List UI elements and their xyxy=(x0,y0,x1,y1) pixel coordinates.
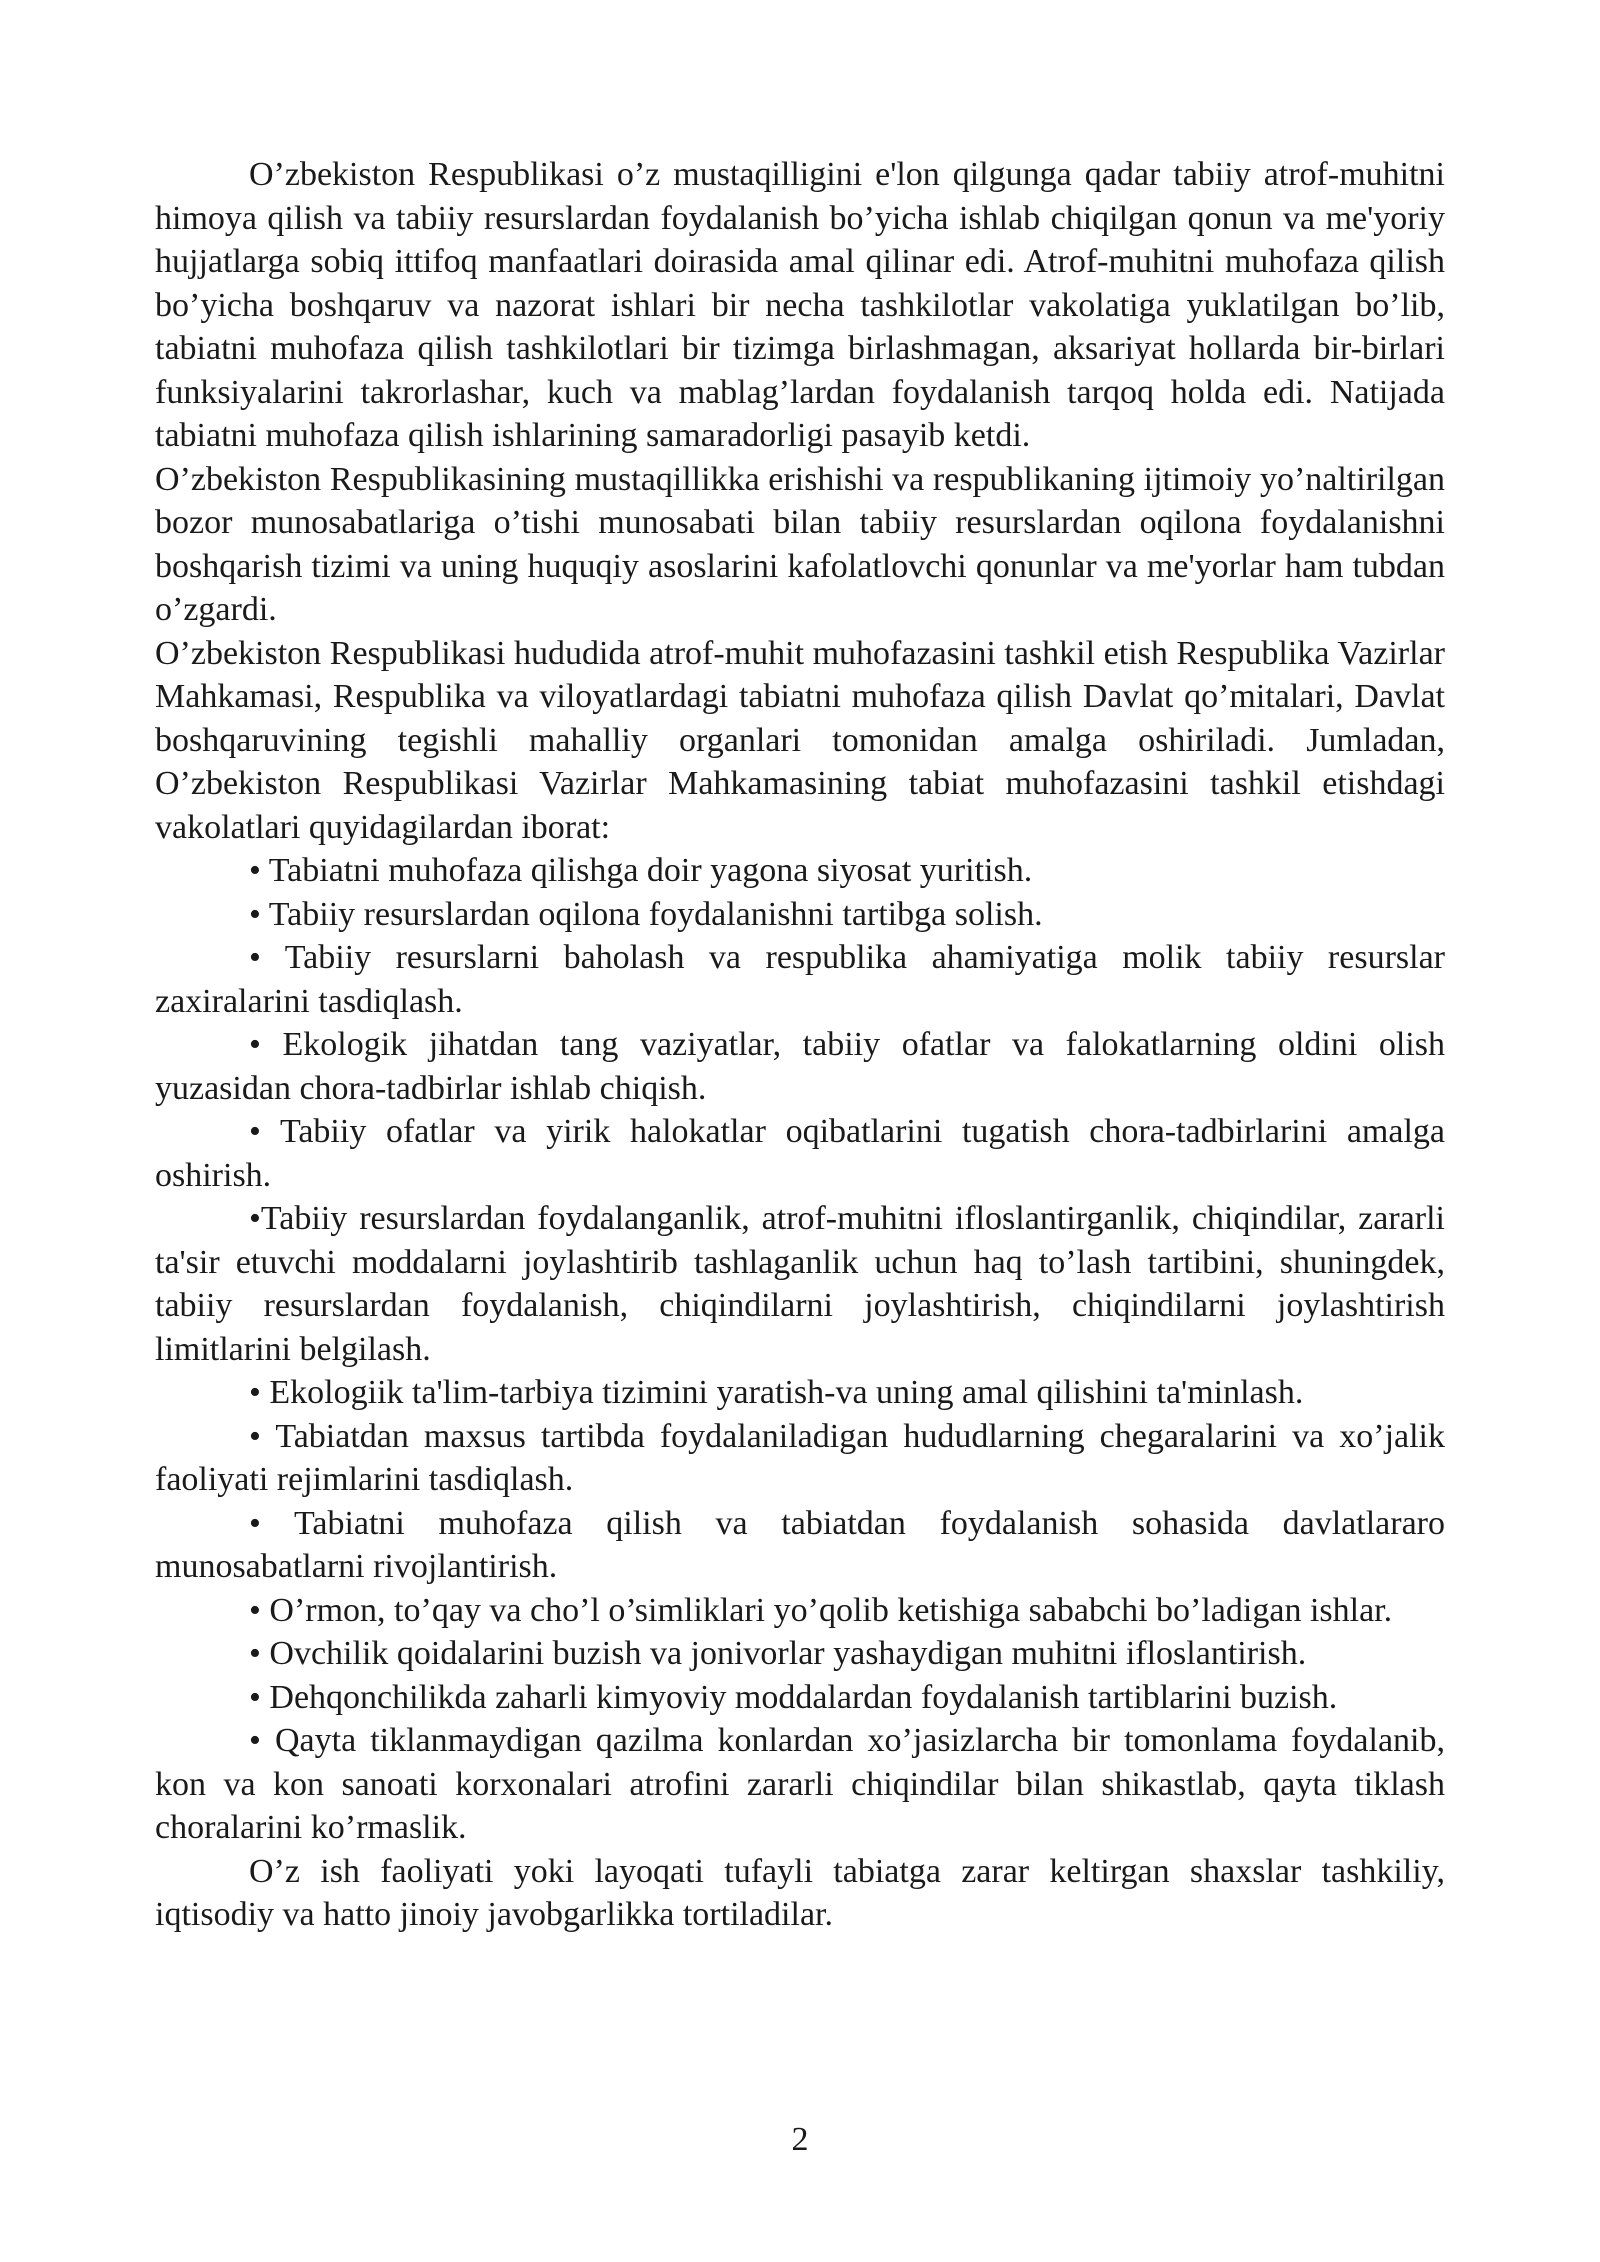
list-item: • Tabiiy ofatlar va yirik halokatlar oqibatlarini tugatish chora-tadbirlarini amalga oshirish. xyxy=(155,1113,1445,1194)
list-item: •Tabiiy resurslardan foydalanganlik, atrof-muhitni ifloslantirganlik, chiqindilar, zararli ta'sir etuvchi moddalarni joylashtirib tashlaganlik uchun haq to’lash tartibini, shuningdek, tabiiy resurslardan foydalanish, chiqindilarni joylashtirish, chiqindilarni joylashtirish limitlarini belgilash. xyxy=(155,1200,1445,1368)
document-body xyxy=(155,153,1445,1937)
list-item: • Tabiatdan maxsus tartibda foydalaniladigan hududlarning chegaralarini va xo’jalik faoliyati rejimlarini tasdiqlash. xyxy=(155,1417,1445,1498)
page-number: 2 xyxy=(791,2121,809,2158)
list-item: • Ekologik jihatdan tang vaziyatlar, tabiiy ofatlar va falokatlarning oldini olish yuzasidan chora-tadbirlar ishlab chiqish. xyxy=(155,1026,1445,1107)
list-item: • Tabiatni muhofaza qilish va tabiatdan foydalanish sohasida davlatlararo munosabatlarni rivojlantirish. xyxy=(155,1504,1445,1585)
list-item: • Tabiiy resurslarni baholash va respublika ahamiyatiga molik tabiiy resurslar zaxiralarini tasdiqlash. xyxy=(155,939,1445,1020)
list-item: • Ovchilik qoidalarini buzish va jonivorlar yashaydigan muhitni ifloslantirish. xyxy=(249,1635,1307,1672)
paragraph: O’zbekiston Respublikasi hududida atrof-muhit muhofazasini tashkil etish Respublika Vazirlar Mahkamasi, Respublika va viloyatlardagi tabiatni muhofaza qilish Davlat qo’mitalari, Davlat boshqaruvining tegishli mahalliy organlari tomonidan amalga oshiriladi. Jumladan, O’zbekiston Respublikasi Vazirlar Mahkamasining tabiat muhofazasini tashkil etishdagi vakolatlari quyidagilardan iborat: xyxy=(155,634,1445,846)
list-item: • O’rmon, to’qay va cho’l o’simliklari yo’qolib ketishiga sababchi bo’ladigan ishlar. xyxy=(249,1591,1393,1629)
list-item: • Tabiiy resurslardan oqilona foydalanishni tartibga solish. xyxy=(249,895,1043,933)
list-item: • Dehqonchilikda zaharli kimyoviy moddalardan foydalanish tartiblarini buzish. xyxy=(249,1678,1338,1716)
list-item: • Ekologiik ta'lim-tarbiya tizimini yaratish-va uning amal qilishini ta'minlash. xyxy=(249,1374,1304,1411)
closing-paragraph: O’z ish faoliyati yoki layoqati tufayli tabiatga zarar keltirgan shaxslar tashkiliy, iqtisodiy va hatto jinoiy javobgarlikka tortiladilar. xyxy=(155,1852,1445,1933)
list-item: • Qayta tiklanmaydigan qazilma konlardan xo’jasizlarcha bir tomonlama foydalanib, kon va kon sanoati korxonalari atrofini zararli chiqindilar bilan shikastlab, qayta tiklash choralarini ko’rmaslik. xyxy=(155,1722,1445,1846)
paragraph: O’zbekiston Respublikasining mustaqillikka erishishi va respublikaning ijtimoiy yo’naltirilgan bozor munosabatlariga o’tishi munosabati bilan tabiiy resurslardan oqilona foydalanishni boshqarish tizimi va uning huquqiy asoslarini kafolatlovchi qonunlar va me'yorlar ham tubdan o’zgardi. xyxy=(155,460,1445,628)
paragraph: O’zbekiston Respublikasi o’z mustaqilligini e'lon qilgunga qadar tabiiy atrof-muhitni himoya qilish va tabiiy resurslardan foydalanish bo’yicha ishlab chiqilgan qonun va me'yoriy hujjatlarga sobiq ittifoq manfaatlari doirasida amal qilinar edi. Atrof-muhitni muhofaza qilish bo’yicha boshqaruv va nazorat ishlari bir necha tashkilotlar vakolatiga yuklatilgan bo’lib, tabiatni muhofaza qilish tashkilotlari bir tizimga birlashmagan, aksariyat hollarda bir-birlari funksiyalarini takrorlashar, kuch va mablag’lardan foydalanish tarqoq holda edi. Natijada tabiatni muhofaza qilish ishlarining samaradorligi pasayib ketdi. xyxy=(155,156,1445,454)
list-item: • Tabiatni muhofaza qilishga doir yagona siyosat yuritish. xyxy=(249,852,1033,889)
